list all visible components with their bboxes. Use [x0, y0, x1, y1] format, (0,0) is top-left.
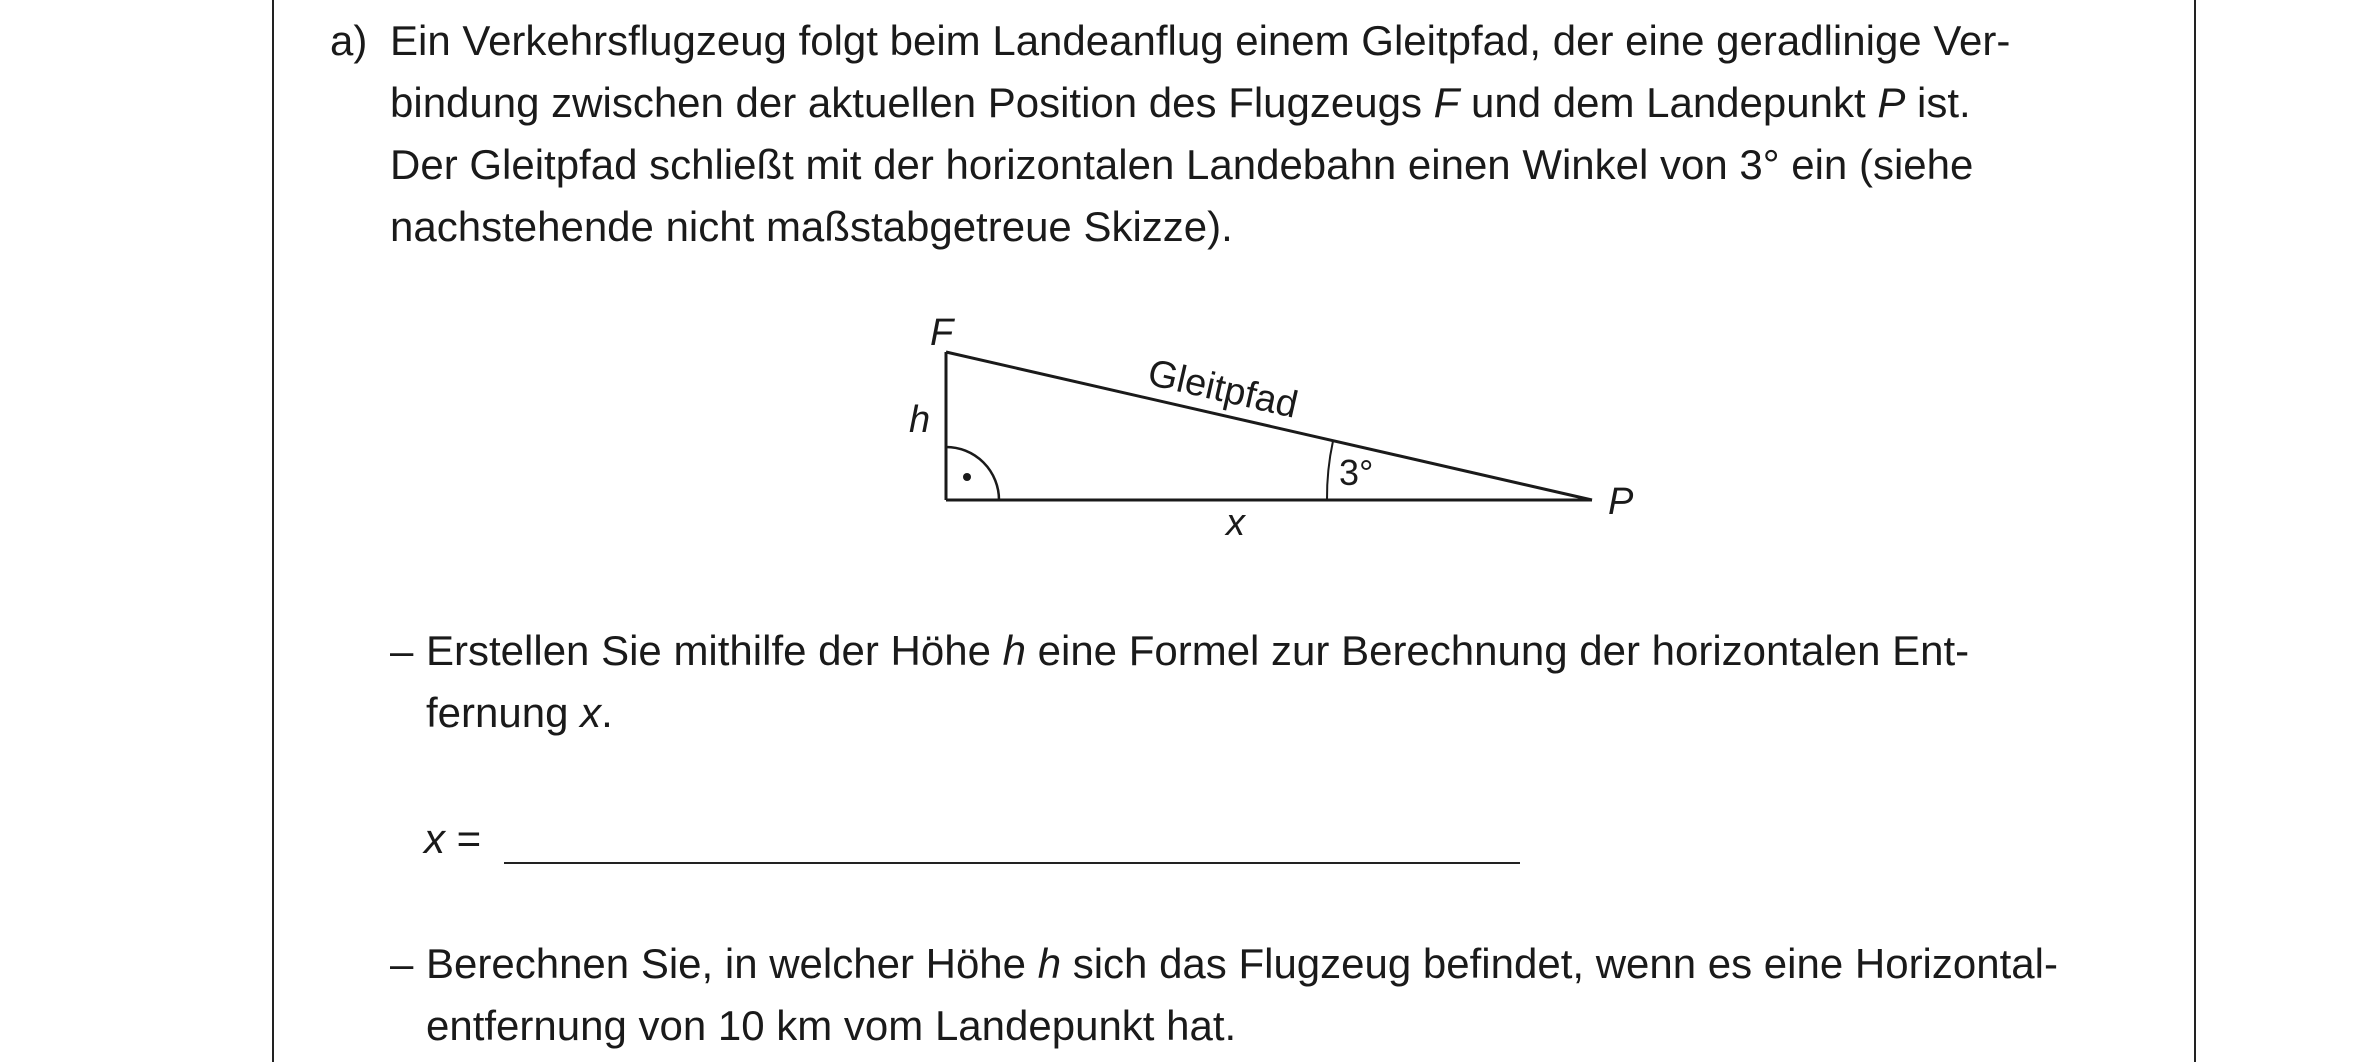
answer-blank-line[interactable] — [504, 862, 1520, 864]
bullet-dash: – — [390, 940, 414, 987]
answer-var-x: x — [424, 815, 445, 862]
intro-text: Ein Verkehrsflugzeug folgt beim Landeanflug einem Gleitpfad, der eine geradlinige Ver- — [390, 17, 2011, 64]
answer-formula-row — [424, 808, 481, 870]
right-angle-arc — [946, 447, 999, 500]
var-h: h — [1037, 940, 1062, 987]
subtask-text: sich das Flugzeug befindet, wenn es eine Horizontal- — [1061, 940, 2058, 987]
subtask-2-line-1 — [390, 933, 2170, 995]
right-angle-dot — [963, 473, 971, 481]
label-F: F — [930, 312, 954, 354]
bullet-dash: – — [390, 627, 414, 674]
subtask-1 — [390, 620, 2170, 744]
intro-text: bindung zwischen der aktuellen Position des Flugzeugs — [390, 79, 1434, 126]
label-angle: 3° — [1339, 452, 1374, 493]
angle-arc-3deg — [1327, 441, 1333, 500]
intro-text: und dem Landepunkt — [1459, 79, 1878, 126]
subtask-text: Erstellen Sie mithilfe der Höhe — [426, 627, 1003, 674]
subtask-1-line-1 — [390, 620, 2170, 682]
task-letter: a) — [330, 17, 368, 64]
label-x: x — [1226, 502, 1245, 544]
subtask-1-line-2 — [390, 682, 2170, 744]
subtask-text: fernung — [426, 689, 581, 736]
label-h: h — [909, 399, 931, 441]
label-P: P — [1608, 481, 1634, 523]
var-P: P — [1877, 79, 1906, 126]
var-x: x — [580, 689, 602, 736]
var-F: F — [1433, 79, 1460, 126]
subtask-text: . — [601, 689, 613, 736]
label-glidepath: Gleitpfad — [1143, 351, 1302, 427]
var-h: h — [1002, 627, 1026, 674]
subtask-2 — [390, 933, 2170, 1057]
intro-text: Der Gleitpfad schließt mit der horizontalen Landebahn einen Winkel von 3° ein (siehe — [390, 141, 1974, 188]
subtask-text: eine Formel zur Berechnung der horizontalen Ent- — [1025, 627, 1970, 674]
intro-text: ist. — [1905, 79, 1971, 126]
subtask-text: Berechnen Sie, in welcher Höhe — [426, 940, 1038, 987]
answer-equals: = — [445, 815, 482, 862]
subtask-2-line-2 — [390, 995, 2170, 1057]
subtask-text: entfernung von 10 km vom Landepunkt hat. — [426, 1002, 1237, 1049]
intro-text: nachstehende nicht maßstabgetreue Skizze). — [390, 203, 1233, 250]
glide-path-line — [946, 352, 1592, 500]
